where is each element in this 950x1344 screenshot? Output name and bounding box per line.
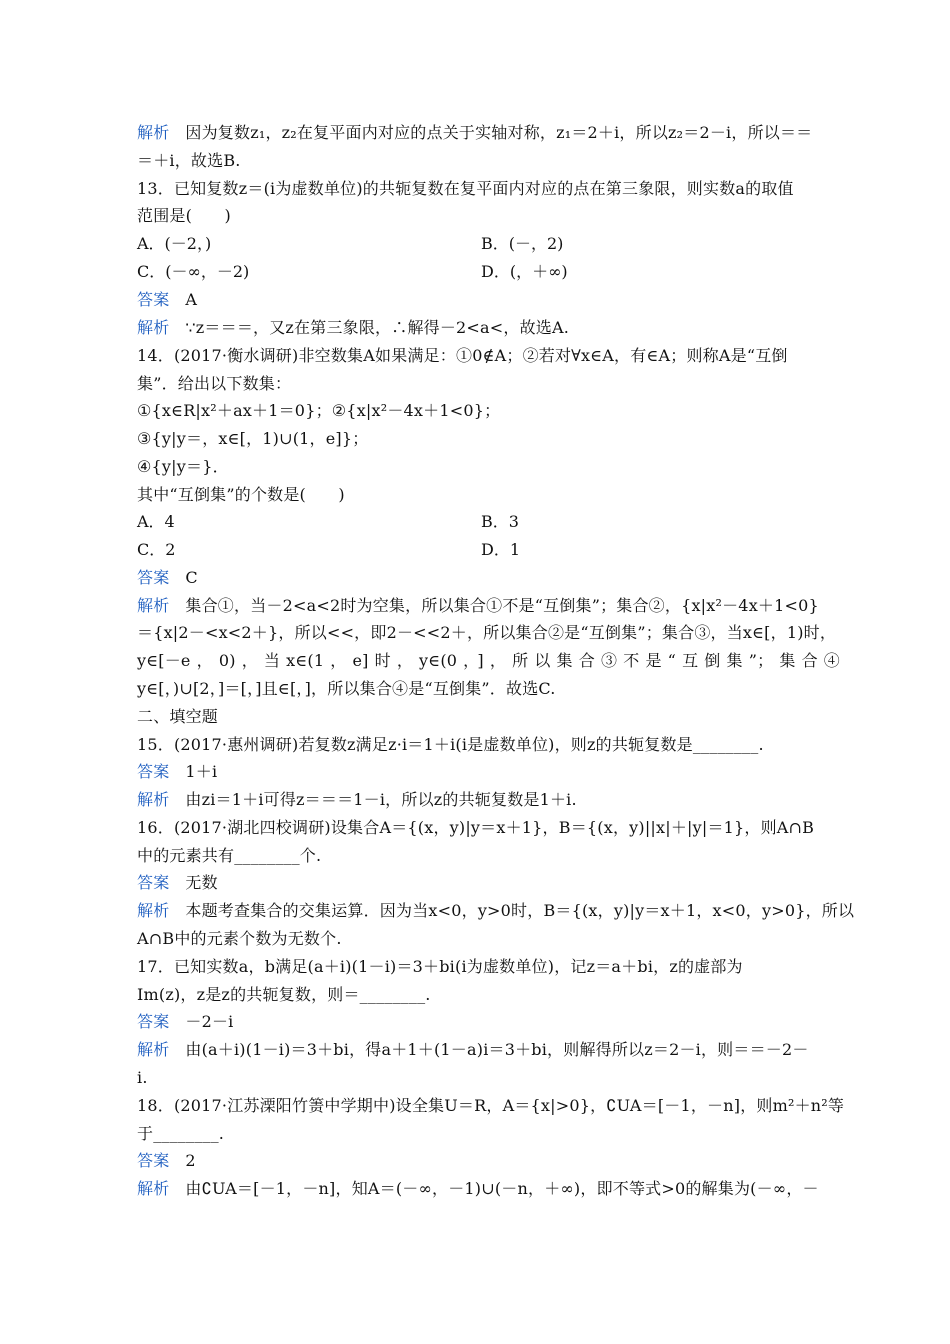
q15-answer-line — [137, 760, 217, 784]
q14-option-b: B．3 — [481, 512, 519, 531]
q13-analysis-text: ∵z＝＝＝，又z在第三象限，∴解得－2<a<，故选A. — [185, 318, 570, 337]
q14-analysis-line-4: y∈[，)∪[2，]＝[，]且∈[，]，所以集合④是“互倒集”．故选C. — [137, 679, 556, 698]
q13-answer-value: A — [185, 290, 198, 309]
q14-analysis-line-1 — [137, 594, 819, 618]
answer-tag: 答案 — [137, 1012, 170, 1031]
q18-answer-line — [137, 1149, 196, 1173]
q13-stem-line-1: 13．已知复数z＝(i为虚数单位)的共轭复数在复平面内对应的点在第三象限，则实数a的取值 — [137, 179, 794, 198]
q13-option-a: A．(－2，) — [137, 234, 212, 253]
q18-analysis-line-1 — [137, 1177, 819, 1201]
q14-set-line-3: ④{y|y＝}． — [137, 457, 229, 476]
q14-analysis-line-2: ＝{x|2－<x<2＋}，所以<<，即2－<<2＋，所以集合②是“互倒集”；集合③，当x∈[，1)时， — [137, 623, 837, 642]
q17-stem-line-1: 17．已知实数a，b满足(a＋i)(1－i)＝3＋bi(i为虚数单位)，记z＝a＋bi，z的虚部为 — [137, 957, 743, 976]
q12-analysis-line-1 — [137, 121, 812, 145]
q16-analysis-text-1: 本题考查集合的交集运算．因为当x<0，y>0时，B＝{(x，y)|y＝x＋1，x<0，y>0}，所以 — [185, 901, 855, 920]
q13-option-c: C．(－∞，－2) — [137, 262, 250, 281]
q17-analysis-line-2: i. — [137, 1068, 148, 1087]
q14-question-line: 其中“互倒集”的个数是( ) — [137, 485, 345, 504]
analysis-tag: 解析 — [137, 901, 170, 920]
q15-answer-value: 1＋i — [185, 762, 218, 781]
q13-stem-line-2: 范围是( ) — [137, 206, 231, 225]
q17-stem-line-2: Im(z)，z是z的共轭复数，则＝________. — [137, 985, 431, 1004]
section-heading: 二、填空题 — [137, 707, 219, 726]
q14-analysis-line-3: y∈[－e，0)，当x∈(1，e]时，y∈(0，]，所以集合③不是“互倒集”；集合④ — [137, 651, 840, 670]
analysis-tag: 解析 — [137, 123, 170, 142]
analysis-tag: 解析 — [137, 318, 170, 337]
q14-set-line-2: ③{y|y＝，x∈[，1)∪(1，e]}； — [137, 429, 369, 448]
q14-set-line-1: ①{x∈R|x²＋ax＋1＝0}；②{x|x²－4x＋1<0}； — [137, 401, 501, 420]
q16-answer-value: 无数 — [185, 873, 218, 892]
q12-analysis-line-2: ＝＋i，故选B. — [137, 151, 241, 170]
answer-tag: 答案 — [137, 873, 170, 892]
q18-analysis-text-1: 由∁UA＝[－1，－n]，知A＝(－∞，－1)∪(－n，＋∞)，即不等式>0的解集为(－∞，－ — [185, 1179, 819, 1198]
answer-tag: 答案 — [137, 290, 170, 309]
q17-answer-value: －2－i — [185, 1012, 234, 1031]
analysis-tag: 解析 — [137, 790, 170, 809]
q16-analysis-line-2: A∩B中的元素个数为无数个. — [137, 929, 342, 948]
q13-option-b: B．(－，2) — [481, 234, 564, 253]
analysis-tag: 解析 — [137, 1040, 170, 1059]
analysis-tag: 解析 — [137, 1179, 170, 1198]
q14-stem-line-1: 14．(2017·衡水调研)非空数集A如果满足：①0∉A；②若对∀x∈A，有∈A；则称A是“互倒 — [137, 346, 788, 365]
q14-option-d: D．1 — [481, 540, 521, 559]
q14-option-c: C．2 — [137, 540, 176, 559]
q17-answer-line — [137, 1010, 234, 1034]
q18-answer-value: 2 — [185, 1151, 196, 1170]
q17-analysis-text-1: 由(a＋i)(1－i)＝3＋bi，得a＋1＋(1－a)i＝3＋bi，则解得所以z＝2－i，则＝＝－2－ — [185, 1040, 809, 1059]
q14-analysis-text-1: 集合①，当－2<a<2时为空集，所以集合①不是“互倒集”；集合②，{x|x²－4x＋1<0} — [185, 596, 819, 615]
q16-analysis-line-1 — [137, 899, 854, 923]
q16-stem-line-1: 16．(2017·湖北四校调研)设集合A＝{(x，y)|y＝x＋1}，B＝{(x，y)||x|＋|y|＝1}，则A∩B — [137, 818, 815, 837]
q15-stem-line: 15．(2017·惠州调研)若复数z满足z·i＝1＋i(i是虚数单位)，则z的共轭复数是________. — [137, 735, 764, 754]
q13-analysis-line — [137, 316, 569, 340]
q15-analysis-text: 由zi＝1＋i可得z＝＝＝1－i，所以z的共轭复数是1＋i. — [185, 790, 577, 809]
q18-stem-line-2: 于________. — [137, 1124, 225, 1143]
q14-answer-line — [137, 566, 198, 590]
q16-stem-line-2: 中的元素共有________个. — [137, 846, 322, 865]
answer-tag: 答案 — [137, 762, 170, 781]
q13-option-d: D．(，＋∞) — [481, 262, 568, 281]
q12-analysis-text-1: 因为复数z₁，z₂在复平面内对应的点关于实轴对称，z₁＝2＋i，所以z₂＝2－i，所以＝＝ — [185, 123, 813, 142]
answer-tag: 答案 — [137, 568, 170, 587]
q14-option-a: A．4 — [137, 512, 175, 531]
q16-answer-line — [137, 871, 218, 895]
q15-analysis-line — [137, 788, 577, 812]
q18-stem-line-1: 18．(2017·江苏溧阳竹箦中学期中)设全集U＝R，A＝{x|>0}，∁UA＝[－1，－n]，则m²＋n²等 — [137, 1096, 845, 1115]
q14-answer-value: C — [185, 568, 198, 587]
q13-answer-line — [137, 288, 197, 312]
q14-stem-line-2: 集”．给出以下数集： — [137, 374, 292, 393]
answer-tag: 答案 — [137, 1151, 170, 1170]
q17-analysis-line-1 — [137, 1038, 809, 1062]
analysis-tag: 解析 — [137, 596, 170, 615]
